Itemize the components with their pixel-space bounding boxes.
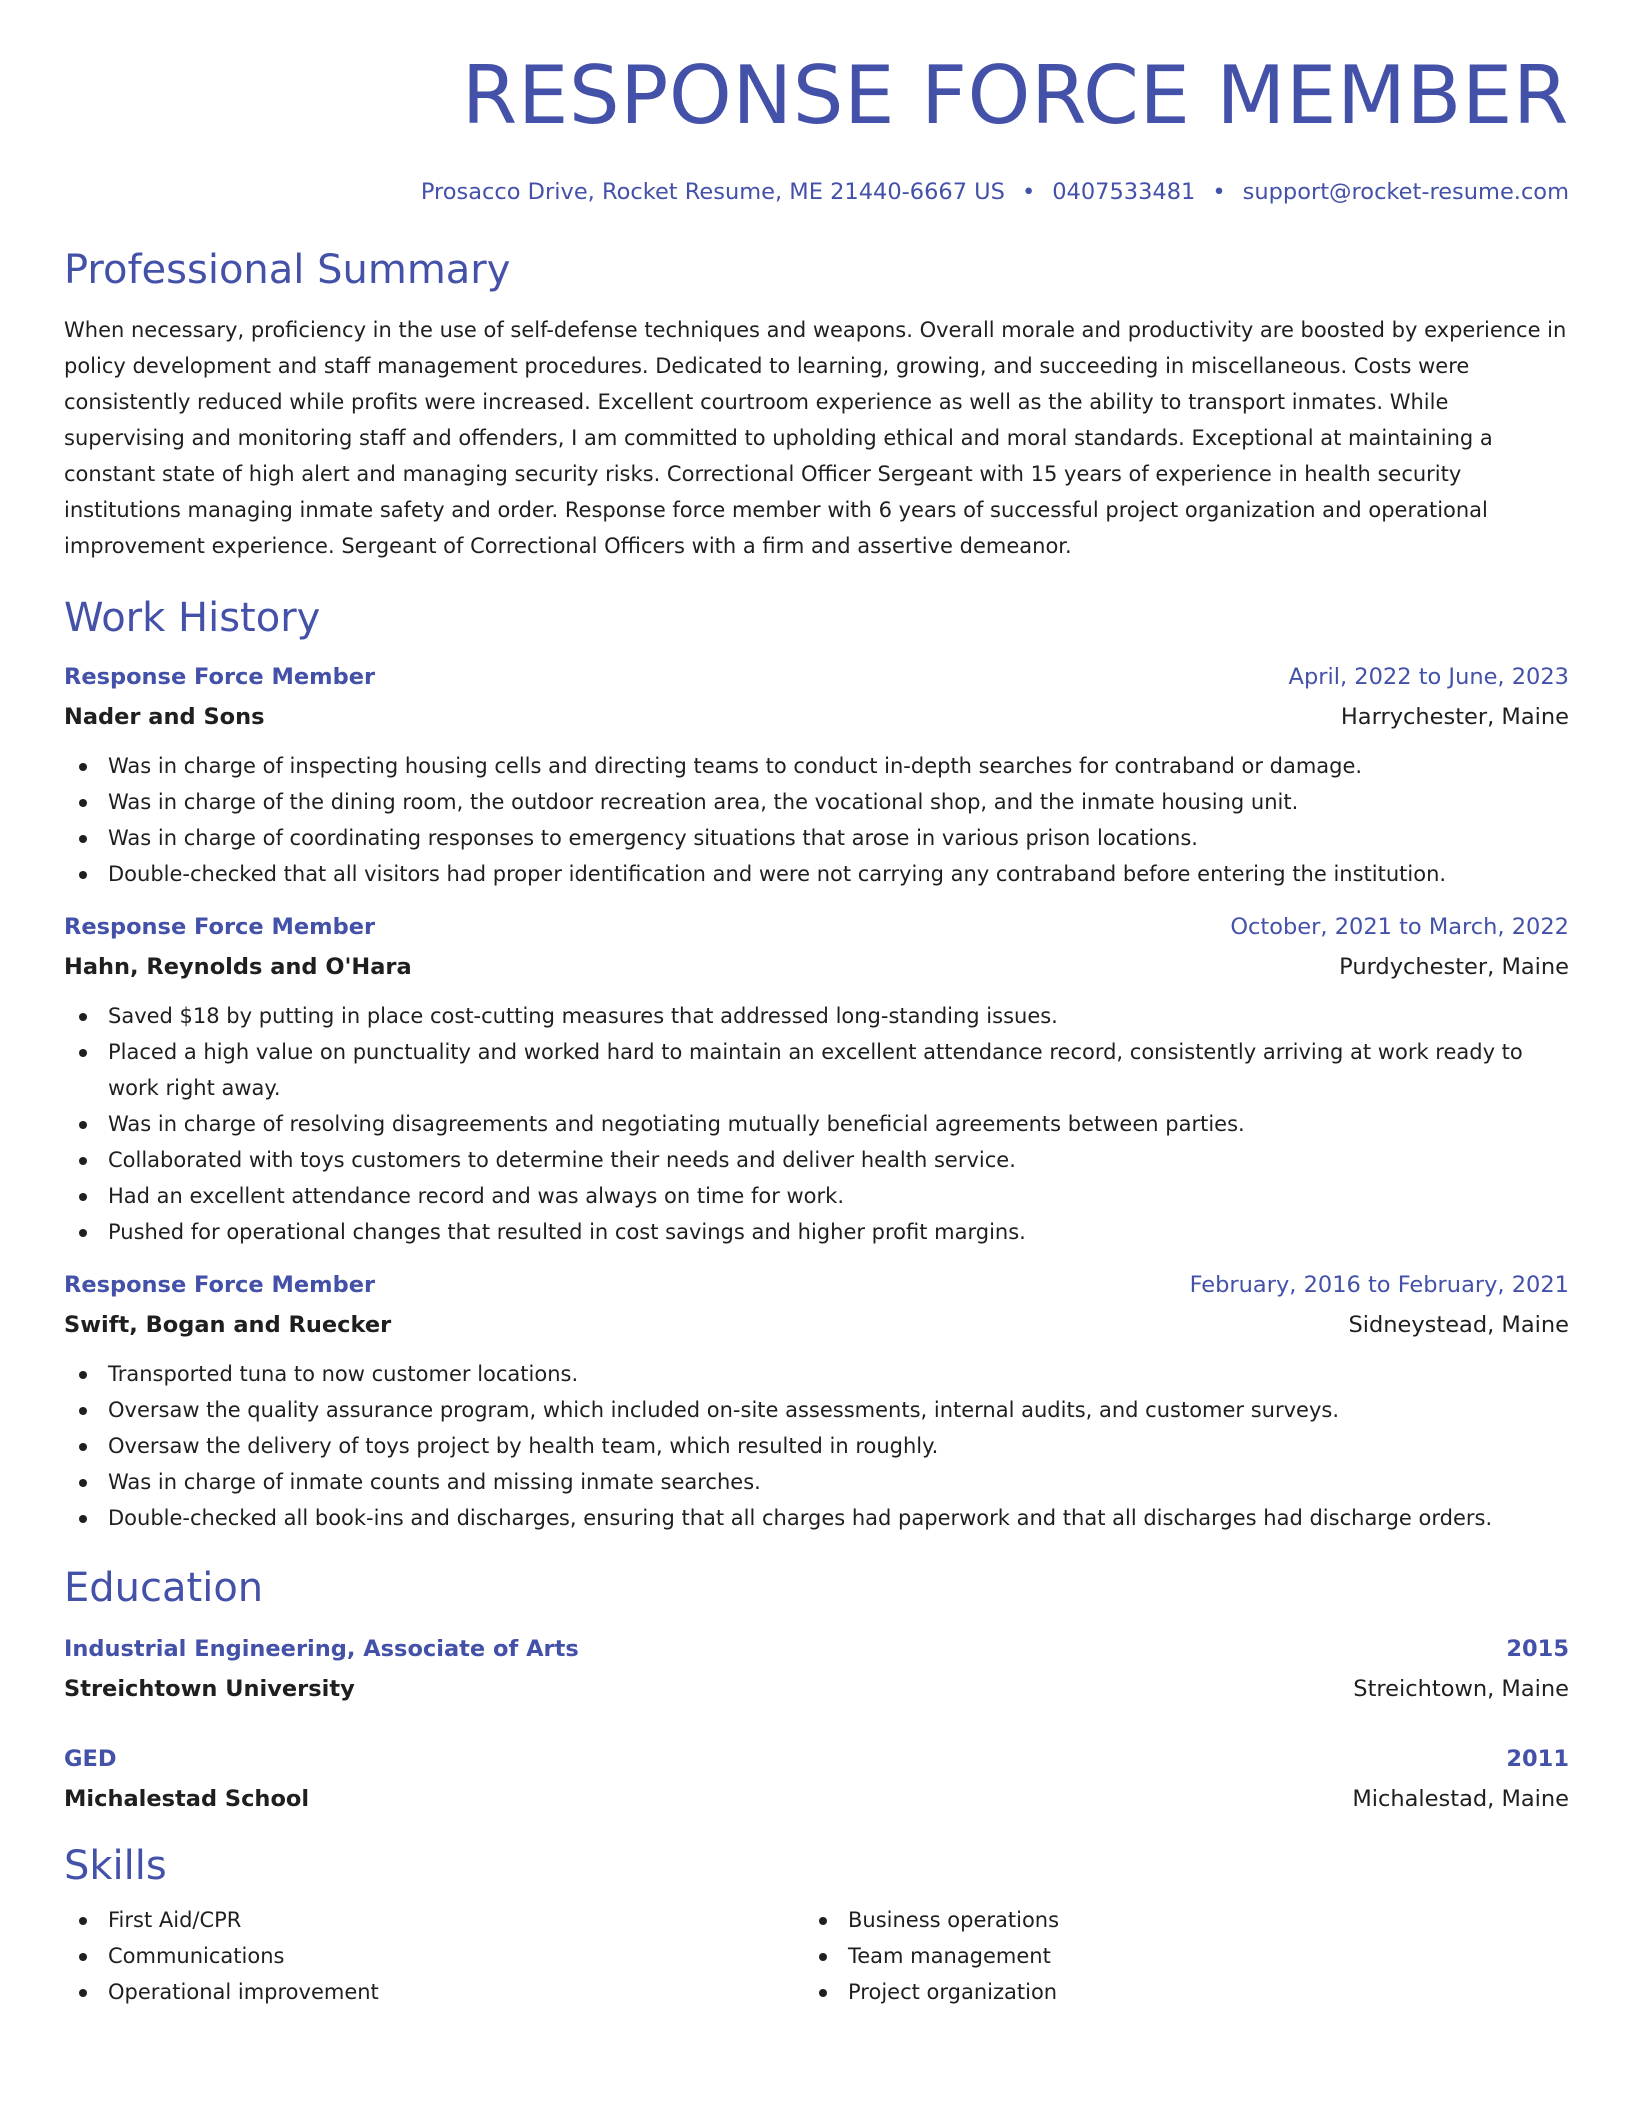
contact-address: Prosacco Drive, Rocket Resume, ME 21440-6667 US [420, 179, 1005, 205]
job-bullet: Was in charge of inmate counts and missing inmate searches. [64, 1464, 1569, 1500]
summary-text: When necessary, proficiency in the use of self-defense techniques and weapons. Overall morale and productivity are boosted by experience in policy development and staff management procedures. Dedicated to learning, growing, and succeeding in miscellaneous. Costs were consistently reduced while profits were increased. Excellent courtroom experience as well as the ability to transport inmates. While supervising and monitoring staff and offenders, I am committed to upholding ethical and moral standards. Exceptional at maintaining a constant state of high alert and managing security risks. Correctional Officer Sergeant with 15 years of experience in health security institutions managing inmate safety and order. Response force member with 6 years of successful project organization and operational improvement experience. Sergeant of Correctional Officers with a firm and assertive demeanor. [64, 318, 1567, 558]
job-bullet: Transported tuna to now customer locations. [64, 1356, 1569, 1392]
job-title: Response Force Member [64, 914, 376, 940]
education-year: 2015 [1506, 1636, 1569, 1662]
job-header [64, 1270, 1569, 1300]
education-entry [64, 1634, 1569, 1704]
job-bullet: Oversaw the quality assurance program, which included on-site assessments, internal audits, and customer surveys. [64, 1392, 1569, 1428]
job-location: Purdychester, Maine [1339, 954, 1569, 980]
job-bullet: Saved $18 by putting in place cost-cutting measures that addressed long-standing issues. [64, 998, 1569, 1034]
job-entry [64, 912, 1569, 1250]
education-school: Streichtown University [64, 1676, 355, 1702]
job-bullets [64, 748, 1569, 892]
job-bullets [64, 998, 1569, 1250]
summary-heading: Professional Summary [64, 247, 511, 293]
job-entry [64, 662, 1569, 892]
contact-separator: • [1212, 179, 1226, 205]
education-subheader [64, 1784, 1569, 1814]
job-entry [64, 1270, 1569, 1536]
education-location: Michalestad, Maine [1352, 1786, 1569, 1812]
job-bullet: Was in charge of coordinating responses to emergency situations that arose in various prison locations. [64, 820, 1569, 856]
skills-list [804, 1902, 1544, 2010]
job-header [64, 662, 1569, 692]
skill-item: Business operations [804, 1902, 1544, 1938]
job-dates: April, 2022 to June, 2023 [1288, 664, 1569, 690]
job-subheader [64, 1310, 1569, 1340]
job-company: Swift, Bogan and Ruecker [64, 1312, 392, 1338]
job-company: Hahn, Reynolds and O'Hara [64, 954, 412, 980]
job-location: Sidneystead, Maine [1348, 1312, 1569, 1338]
work-history-heading: Work History [64, 595, 321, 641]
contact-separator: • [1021, 179, 1036, 205]
job-bullet: Had an excellent attendance record and was always on time for work. [64, 1178, 1569, 1214]
education-entry [64, 1744, 1569, 1814]
skill-item: Communications [64, 1938, 804, 1974]
job-header [64, 912, 1569, 942]
education-header [64, 1634, 1569, 1664]
skills-grid [64, 1902, 1569, 2010]
job-bullet: Oversaw the delivery of toys project by health team, which resulted in roughly. [64, 1428, 1569, 1464]
job-subheader [64, 952, 1569, 982]
job-dates: February, 2016 to February, 2021 [1189, 1272, 1569, 1298]
job-bullet: Double-checked that all visitors had proper identification and were not carrying any contraband before entering the institution. [64, 856, 1569, 892]
skill-item: Operational improvement [64, 1974, 804, 2010]
contact-line [64, 178, 1569, 206]
job-bullet: Was in charge of inspecting housing cells and directing teams to conduct in-depth searches for contraband or damage. [64, 748, 1569, 784]
job-bullet: Double-checked all book-ins and discharges, ensuring that all charges had paperwork and that all discharges had discharge orders. [64, 1500, 1569, 1536]
education-location: Streichtown, Maine [1353, 1676, 1569, 1702]
education-degree: Industrial Engineering, Associate of Arts [64, 1636, 579, 1662]
skill-item: Project organization [804, 1974, 1544, 2010]
education-degree: GED [64, 1746, 117, 1772]
job-bullet: Placed a high value on punctuality and worked hard to maintain an excellent attendance record, consistently arriving at work ready to work right away. [64, 1034, 1569, 1106]
skills-column-right [804, 1902, 1544, 2010]
job-dates: October, 2021 to March, 2022 [1230, 914, 1569, 940]
job-title: Response Force Member [64, 1272, 376, 1298]
job-company: Nader and Sons [64, 704, 265, 730]
skill-item: First Aid/CPR [64, 1902, 804, 1938]
skill-item: Team management [804, 1938, 1544, 1974]
skills-list [64, 1902, 804, 2010]
education-header [64, 1744, 1569, 1774]
job-location: Harrychester, Maine [1340, 704, 1569, 730]
contact-email[interactable]: support@rocket-resume.com [1242, 179, 1569, 205]
job-bullet: Was in charge of resolving disagreements and negotiating mutually beneficial agreements between parties. [64, 1106, 1569, 1142]
skills-heading: Skills [64, 1843, 167, 1889]
job-title: Response Force Member [64, 664, 376, 690]
job-bullets [64, 1356, 1569, 1536]
education-year: 2011 [1506, 1746, 1569, 1772]
skills-column-left [64, 1902, 804, 2010]
contact-phone: 0407533481 [1052, 179, 1196, 205]
job-bullet: Was in charge of the dining room, the outdoor recreation area, the vocational shop, and the inmate housing unit. [64, 784, 1569, 820]
job-subheader [64, 702, 1569, 732]
education-heading: Education [64, 1565, 264, 1611]
job-bullet: Pushed for operational changes that resulted in cost savings and higher profit margins. [64, 1214, 1569, 1250]
resume-name: RESPONSE FORCE MEMBER [461, 49, 1569, 142]
education-subheader [64, 1674, 1569, 1704]
education-school: Michalestad School [64, 1786, 310, 1812]
job-bullet: Collaborated with toys customers to determine their needs and deliver health service. [64, 1142, 1569, 1178]
